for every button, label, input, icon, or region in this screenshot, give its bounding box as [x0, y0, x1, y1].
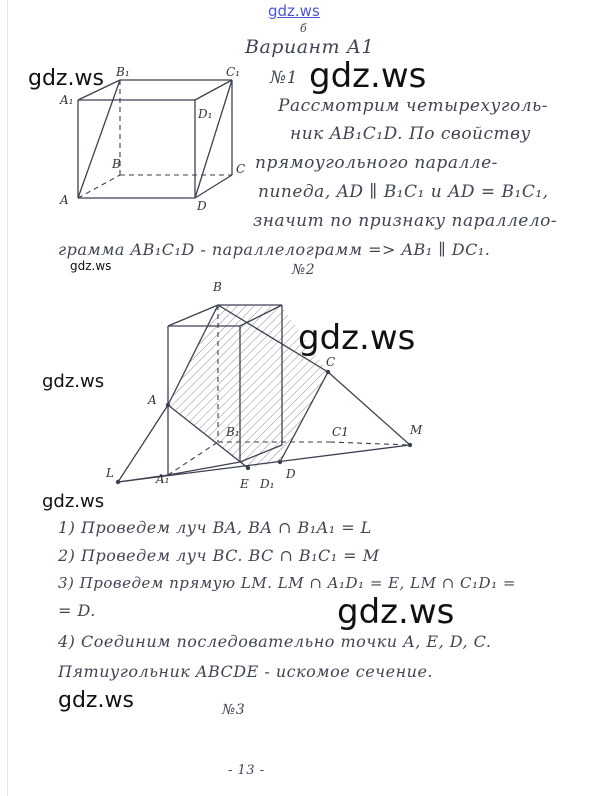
point-a	[166, 403, 170, 407]
watermark-top-link[interactable]: gdz.ws	[268, 2, 320, 20]
p2-line-4: = D.	[58, 601, 96, 620]
p1-line-2: ник AB₁C₁D. По свойству	[290, 124, 531, 144]
f2-label-d1: D₁	[260, 477, 275, 491]
watermark-5: gdz.ws	[42, 371, 105, 392]
point-c	[326, 370, 330, 374]
point-e	[246, 466, 250, 470]
p2-line-3: 3) Проведем прямую LM. LM ∩ A₁D₁ = E, LM ∩ C₁D₁ =	[58, 574, 516, 592]
watermark-8: gdz.ws	[58, 688, 134, 713]
f2-hidden-c1m	[330, 442, 410, 445]
problem-1-label: №1	[270, 68, 298, 88]
p2-line-5: 4) Соединим последовательно точки A, E, D, C.	[58, 632, 492, 651]
f2-label-a1: A₁	[156, 472, 170, 486]
point-d	[278, 460, 282, 464]
f1-label-b: B	[112, 157, 121, 171]
problem-2-label: №2	[292, 262, 316, 278]
watermark-6: gdz.ws	[42, 491, 105, 512]
watermark-4: gdz.ws	[298, 318, 416, 358]
f2-label-l: L	[106, 466, 114, 480]
watermark-7: gdz.ws	[337, 592, 455, 632]
point-m	[408, 443, 412, 447]
p2-line-2: 2) Проведем луч BC. BC ∩ B₁C₁ = M	[58, 546, 380, 565]
f1-label-a: A	[60, 193, 69, 207]
p1-line-6: грамма AB₁C₁D - параллелограмм => AB₁ ∥ DC₁.	[58, 240, 491, 259]
watermark-1: gdz.ws	[28, 66, 104, 91]
figure-1-hidden-edges	[78, 80, 232, 198]
f2-label-b1: B₁	[226, 425, 240, 439]
f2-label-c1: C1	[332, 425, 349, 439]
watermark-2: gdz.ws	[309, 56, 427, 96]
f1-label-c1: C₁	[226, 65, 240, 79]
point-l	[116, 480, 120, 484]
p2-line-1: 1) Проведем луч BA, BA ∩ B₁A₁ = L	[58, 518, 372, 537]
figure-1-edges	[78, 80, 232, 198]
variant-title: Вариант А1	[245, 36, 375, 58]
p1-line-4: пипеда, AD ∥ B₁C₁ и AD = B₁C₁,	[258, 182, 549, 202]
f1-label-c: C	[236, 162, 246, 176]
f1-label-d1: D₁	[198, 107, 213, 121]
p2-line-6: Пятиугольник ABCDE - искомое сечение.	[58, 662, 433, 681]
problem-3-label: №3	[222, 702, 246, 718]
f2-label-e: E	[240, 477, 249, 491]
p1-line-1: Рассмотрим четырехуголь-	[278, 96, 549, 116]
f2-line-al	[118, 405, 168, 482]
page-number: - 13 -	[228, 763, 265, 778]
p1-line-3: прямоугольного паралле-	[255, 153, 498, 173]
watermark-3: gdz.ws	[70, 259, 112, 273]
small-mark: б	[300, 22, 308, 35]
f2-label-m: M	[410, 423, 423, 437]
p1-line-5: значит по признаку параллело-	[253, 211, 558, 231]
f2-label-a: A	[148, 393, 157, 407]
f2-label-d: D	[286, 467, 296, 481]
f1-label-d: D	[197, 199, 207, 213]
f2-label-c: C	[326, 355, 336, 369]
f1-label-a1: A₁	[60, 93, 74, 107]
f1-label-b1: B₁	[116, 65, 130, 79]
f2-label-b: B	[213, 280, 222, 294]
